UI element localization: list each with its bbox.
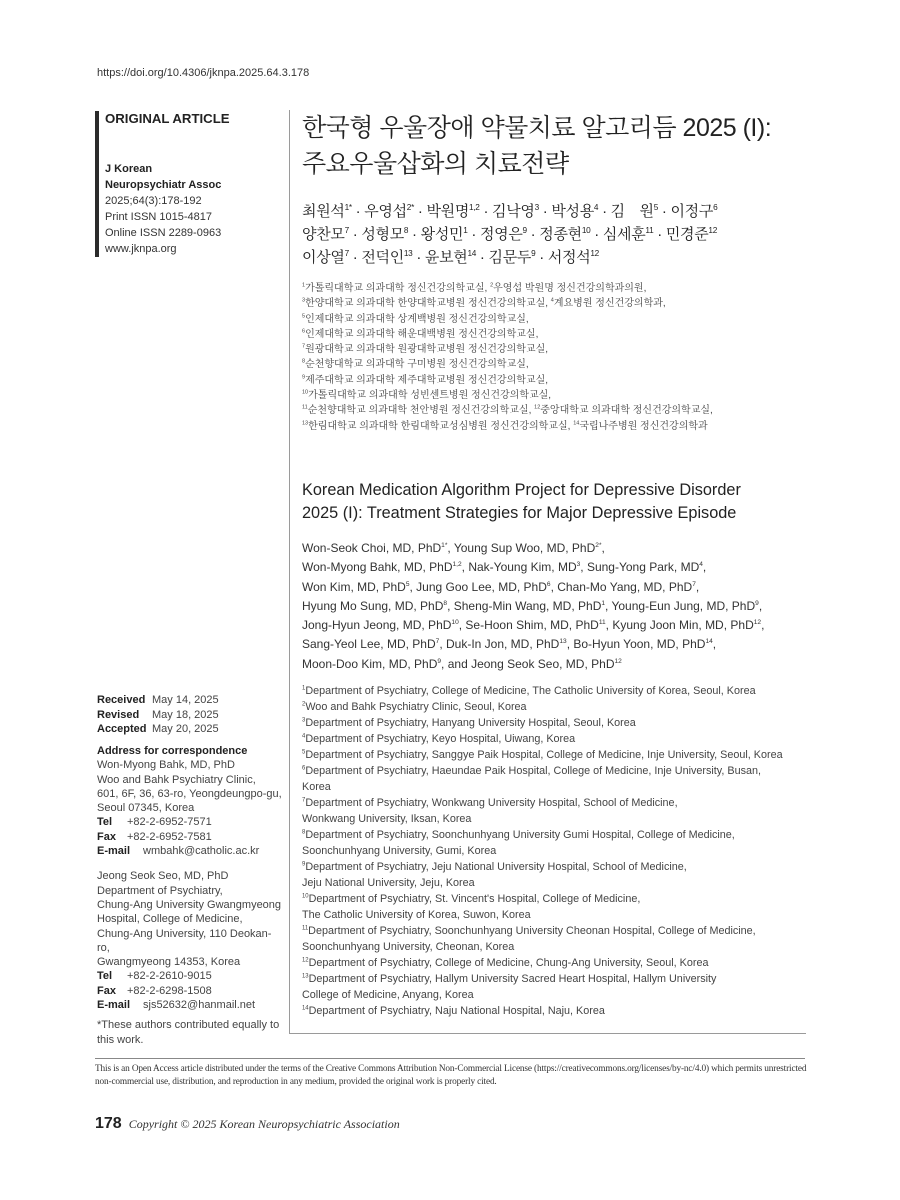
affiliation-text: Wonkwang University, Iksan, Korea	[302, 813, 472, 825]
affiliation-line	[302, 939, 812, 955]
affiliation-text: 가톨릭대학교 의과대학 정신건강의학교실,	[305, 283, 491, 294]
affiliation-text: 원광대학교 의과대학 원광대학교병원 정신건강의학교실,	[305, 344, 549, 356]
affiliation-number: 11	[302, 925, 309, 932]
english-title	[302, 479, 807, 524]
affiliation-line	[302, 923, 812, 939]
korean-affiliations	[302, 281, 807, 434]
affiliation-number: 4	[550, 297, 554, 304]
affiliation-text: 인제대학교 의과대학 상계백병원 정신건강의학교실,	[305, 313, 529, 325]
separator: ,	[461, 560, 469, 575]
affiliation-line	[302, 987, 812, 1003]
separator: ,	[447, 541, 454, 555]
author-name: Duk-In Jon, MD, PhD	[445, 637, 560, 652]
affiliation-line	[302, 373, 807, 388]
affiliation-text: Department of Psychiatry, Keyo Hospital, Uiwang, Korea	[305, 733, 576, 745]
affiliation-marker: 4	[699, 561, 703, 569]
affiliation-line	[302, 779, 812, 795]
affiliation-text: 순천향대학교 의과대학 천안병원 정신건강의학교실,	[307, 405, 535, 417]
author-line	[302, 223, 807, 246]
citation: 2025;64(3):178-192	[105, 195, 202, 207]
author-name: 김낙영$^3$	[492, 203, 539, 220]
fax-number: +82-2-6298-1508	[127, 984, 212, 997]
correspondent	[97, 869, 282, 1012]
author-name: 심세훈$^{11}$	[602, 226, 654, 243]
affiliation-text: Department of Psychiatry, College of Medicine, The Catholic University of Korea, Seoul, Korea	[305, 685, 756, 697]
separator: ,	[758, 598, 763, 613]
affiliation-marker: 1	[601, 599, 606, 607]
author-name: Jong-Hyun Jeong, MD, PhD	[302, 618, 452, 633]
affiliation-marker: 3	[576, 561, 581, 569]
date-label: Received	[97, 694, 146, 706]
author-name: 민경준$^{12}$	[665, 226, 717, 243]
separator: ·	[412, 249, 425, 266]
korean-title	[302, 110, 807, 182]
author-line	[302, 539, 812, 558]
author-line	[302, 597, 812, 616]
affiliation-text: Department of Psychiatry, Naju National Hospital, Naju, Korea	[308, 1005, 605, 1017]
affiliation-text: Department of Psychiatry, St. Vincent's Hospital, College of Medicine,	[308, 893, 641, 905]
affiliation-text: Soonchunhyang University, Gumi, Korea	[302, 845, 497, 857]
affiliation-text: Korea	[302, 781, 331, 793]
affiliation-marker: 14	[467, 249, 477, 258]
contact-label: E-mail	[97, 999, 131, 1012]
date-label: Accepted	[97, 723, 147, 735]
affiliation-marker: 7	[692, 580, 696, 588]
date-label: Revised	[97, 708, 140, 721]
affiliation-marker: 13	[559, 638, 567, 646]
author-name: 윤보현$^{14}$	[424, 249, 477, 266]
phone-number: +82-2-6952-7571	[127, 816, 212, 829]
affiliation-text: 국립나주병원 정신건강의학과	[579, 420, 708, 432]
affiliation-marker: 5	[653, 203, 659, 212]
doi-link[interactable]: https://doi.org/10.4306/jknpa.2025.64.3.178	[97, 67, 310, 79]
author-name: Kyung Joon Min, MD, PhD	[612, 618, 754, 633]
affiliation-line	[302, 419, 807, 434]
author-line	[302, 616, 812, 635]
contact-label: Fax	[97, 984, 116, 997]
affiliation-text: 한림대학교 의과대학 한림대학교성심병원 정신건강의학교실,	[308, 420, 574, 432]
separator: ·	[479, 203, 493, 220]
author-name: 전덕인$^{13}$	[361, 249, 413, 266]
date-received	[97, 693, 219, 708]
author-name: 정종현$^{10}$	[539, 226, 591, 243]
online-issn: Online ISSN 2289-0963	[105, 227, 222, 239]
author-name: 김문두$^9$	[488, 249, 536, 266]
affiliation-marker: 1,2	[469, 203, 480, 212]
affiliation-text: 중앙대학교 의과대학 정신건강의학교실,	[540, 405, 713, 417]
author-name: Won-Myong Bahk, MD, PhD	[302, 560, 453, 575]
contact-label: Tel	[97, 816, 113, 829]
affiliation-marker: 9	[531, 249, 536, 258]
separator: ·	[538, 203, 552, 220]
author-name: Chan-Mo Yang, MD, PhD	[557, 579, 693, 594]
affiliation-text: 제주대학교 의과대학 제주대학교병원 정신건강의학교실,	[305, 374, 549, 386]
address-line: Hospital, College of Medicine,	[97, 913, 243, 926]
separator: ·	[467, 226, 480, 243]
affiliation-number: 13	[302, 420, 309, 427]
correspondent	[97, 758, 282, 858]
affiliation-line	[302, 327, 807, 342]
contact-row	[97, 984, 282, 998]
affiliation-text: Soonchunhyang University, Cheonan, Korea	[302, 941, 515, 953]
affiliation-number: 11	[302, 405, 308, 412]
contact-label: Fax	[97, 830, 116, 843]
affiliation-text: College of Medicine, Anyang, Korea	[302, 989, 474, 1001]
separator: ·	[526, 226, 540, 243]
separator: ,	[566, 637, 574, 652]
contact-label: Tel	[97, 970, 113, 983]
affiliation-number: 6	[302, 328, 306, 335]
correspondence	[97, 744, 282, 1047]
address-line: Gwangmyeong 14353, Korea	[97, 956, 241, 969]
affiliation-line	[302, 747, 812, 763]
author-line	[302, 655, 812, 674]
affiliation-marker: 12	[590, 249, 599, 258]
address-line: Department of Psychiatry,	[97, 884, 223, 897]
email-address[interactable]: wmbahk@catholic.ac.kr	[143, 845, 260, 858]
affiliation-number: 5	[302, 749, 306, 756]
author-name: and Jeong Seok Seo, MD, PhD	[447, 656, 615, 671]
affiliation-line	[302, 763, 812, 779]
affiliation-marker: 7	[435, 638, 440, 646]
affiliation-line	[302, 811, 812, 827]
affiliation-marker: 6	[546, 580, 551, 588]
affiliation-line	[302, 731, 812, 747]
affiliation-number: 1	[302, 685, 306, 692]
journal-name-line1: J Korean	[105, 163, 153, 175]
affiliation-text: The Catholic University of Korea, Suwon, Korea	[302, 909, 531, 921]
affiliation-marker: 10	[451, 619, 459, 627]
affiliation-number: 12	[302, 957, 309, 964]
english-authors	[302, 539, 812, 674]
affiliation-marker: 9	[437, 657, 442, 665]
separator: ·	[414, 203, 427, 220]
affiliation-marker: 12	[708, 226, 717, 235]
affiliation-text: Department of Psychiatry, Haeundae Paik Hospital, College of Medicine, Inje University, Busan,	[305, 765, 762, 777]
separator: ,	[441, 656, 448, 671]
affiliation-marker: 11	[645, 226, 654, 235]
affiliation-number: 7	[302, 343, 306, 350]
affiliation-line	[302, 843, 812, 859]
separator: ·	[653, 226, 666, 243]
author-name: Sheng-Min Wang, MD, PhD	[453, 598, 602, 613]
author-name: Won-Seok Choi, MD, PhD	[302, 541, 442, 555]
affiliation-marker: 2*	[406, 203, 414, 212]
affiliation-text: Department of Psychiatry, Hallym University Sacred Heart Hospital, Hallym University	[308, 973, 717, 985]
affiliation-number: 5	[302, 313, 306, 320]
journal-info-block	[95, 111, 280, 257]
affiliation-marker: 7	[344, 249, 349, 258]
separator: ,	[409, 579, 417, 594]
korean-title-line: 주요우울삽화의 치료전략	[302, 150, 569, 178]
affiliation-marker: 3	[534, 203, 539, 212]
affiliation-line	[302, 859, 812, 875]
separator: ,	[605, 598, 612, 613]
fax-number: +82-2-6952-7581	[127, 830, 212, 843]
contact-row	[97, 844, 282, 858]
contact-row	[97, 969, 282, 983]
separator: ·	[658, 203, 671, 220]
affiliation-line	[302, 907, 812, 923]
author-name: 이상열$^7$	[302, 249, 349, 266]
journal-name-line2: Neuropsychiatr Assoc	[105, 179, 222, 191]
korean-title-line: 한국형 우울장애 약물치료 알고리듬 2025 (I):	[302, 114, 772, 142]
affiliation-text: 한양대학교 의과대학 한양대학교병원 정신건강의학교실,	[305, 298, 551, 310]
affiliation-line	[302, 388, 807, 403]
email-address[interactable]: sjs52632@hanmail.net	[143, 999, 256, 1012]
print-issn: Print ISSN 1015-4817	[105, 211, 213, 223]
affiliation-marker: 8	[443, 599, 448, 607]
affiliation-number: 3	[302, 717, 306, 724]
affiliation-number: 3	[302, 297, 306, 304]
separator: ·	[598, 203, 611, 220]
license-text: This is an Open Access article distributed under the terms of the Creative Commons Attribution Non-Commercial License (https://creativecommons.org/licenses/by-nc/4.0) which permits unrestricted non-commercial use, distribution, and reproduction in any medium, provided the original work is properly cited.	[95, 1064, 807, 1087]
affiliation-number: 14	[302, 1005, 309, 1012]
separator: ·	[476, 249, 489, 266]
author-name: 박원명$^{1,2}$	[426, 203, 480, 220]
author-name: Sung-Yong Park, MD	[586, 560, 700, 575]
separator: ,	[550, 579, 558, 594]
affiliation-marker: 8	[403, 226, 409, 235]
separator: ·	[590, 226, 603, 243]
spacer	[97, 858, 282, 869]
author-line	[302, 200, 807, 223]
author-line	[302, 635, 812, 654]
affiliation-marker: 9	[755, 599, 759, 607]
affiliation-marker: 12	[753, 619, 762, 627]
affiliation-line	[302, 357, 807, 372]
affiliation-number: 10	[302, 389, 309, 396]
affiliation-text: Department of Psychiatry, Hanyang University Hospital, Seoul, Korea	[305, 717, 636, 729]
affiliation-line	[302, 281, 807, 296]
affiliation-marker: 1,2	[452, 561, 462, 569]
affiliation-line	[302, 955, 812, 971]
author-line	[302, 578, 812, 597]
author-name: 정영은$^9$	[479, 226, 527, 243]
separator: ,	[439, 637, 446, 652]
affiliation-number: 8	[302, 829, 306, 836]
contact-label: E-mail	[97, 845, 131, 858]
affiliation-number: 12	[534, 405, 541, 412]
affiliation-text: 인제대학교 의과대학 해운대백병원 정신건강의학교실,	[305, 328, 539, 340]
affiliation-marker: 1	[463, 226, 468, 235]
author-name: Nak-Young Kim, MD	[468, 560, 577, 575]
affiliation-number: 1	[302, 282, 306, 289]
affiliation-line	[302, 827, 812, 843]
affiliation-number: 14	[573, 420, 580, 427]
affiliation-number: 4	[302, 733, 306, 740]
affiliation-line	[302, 699, 812, 715]
affiliation-marker: 14	[705, 638, 713, 646]
affiliation-number: 7	[302, 797, 306, 804]
affiliation-marker: 6	[713, 203, 718, 212]
author-name: 양찬모$^7$	[302, 226, 349, 243]
affiliation-line	[302, 683, 812, 699]
article-type: ORIGINAL ARTICLE	[105, 111, 230, 126]
author-name: Hyung Mo Sung, MD, PhD	[302, 598, 444, 613]
affiliation-marker: 12	[614, 657, 622, 665]
contact-row	[97, 830, 282, 844]
address-line: Chung-Ang University Gwangmyeong	[97, 898, 282, 911]
affiliation-marker: 5	[405, 580, 410, 588]
affiliation-text: Department of Psychiatry, Soonchunhyang University Cheonan Hospital, College of Medicine,	[308, 925, 756, 937]
address-line: Won-Myong Bahk, MD, PhD	[97, 759, 235, 772]
author-name: 성형모$^8$	[361, 226, 409, 243]
date-revised	[97, 708, 219, 723]
separator: ,	[458, 618, 466, 633]
contact-row	[97, 998, 282, 1012]
author-name: 왕성민$^1$	[420, 226, 468, 243]
author-name: Jung Goo Lee, MD, PhD	[416, 579, 547, 594]
author-name: Young Sup Woo, MD, PhD	[453, 541, 596, 555]
affiliation-text: 계요병원 정신건강의학과,	[553, 298, 666, 310]
affiliation-line	[302, 715, 812, 731]
affiliation-text: 우영섭 박원명 정신건강의학과의원,	[493, 283, 647, 294]
separator: ,	[580, 560, 587, 575]
affiliation-line	[302, 1003, 812, 1019]
footer-divider	[95, 1058, 805, 1059]
affiliation-line	[302, 296, 807, 311]
affiliation-text: Jeju National University, Jeju, Korea	[302, 877, 475, 889]
address-line: Chung-Ang University, 110 Deokan-ro,	[97, 927, 272, 954]
author-name: Moon-Doo Kim, MD, PhD	[302, 656, 438, 671]
affiliation-marker: 9	[522, 226, 527, 235]
affiliation-marker: 10	[581, 226, 591, 235]
affiliation-line	[302, 795, 812, 811]
journal-website[interactable]: www.jknpa.org	[105, 243, 177, 255]
separator: ·	[348, 249, 362, 266]
affiliation-text: 순천향대학교 의과대학 구미병원 정신건강의학교실,	[305, 359, 529, 371]
affiliation-text: Department of Psychiatry, Jeju National University Hospital, School of Medicine,	[305, 861, 687, 873]
date-value: May 18, 2025	[152, 708, 219, 721]
separator: ·	[535, 249, 548, 266]
equal-contribution-note: *These authors contributed equally to this work.	[97, 1019, 280, 1046]
affiliation-marker: 2*	[595, 542, 602, 549]
affiliation-line	[302, 875, 812, 891]
affiliation-text: Department of Psychiatry, Sanggye Paik Hospital, College of Medicine, Inje University, Seoul, Korea	[305, 749, 783, 761]
page-number: 178	[95, 1115, 122, 1132]
address-line: 601, 6F, 36, 63-ro, Yeongdeungpo-gu,	[97, 787, 282, 800]
affiliation-marker: 4	[593, 203, 599, 212]
separator: ·	[408, 226, 421, 243]
korean-header	[302, 110, 807, 434]
sidebar	[95, 111, 280, 257]
affiliation-text: Woo and Bahk Psychiatry Clinic, Seoul, Korea	[305, 701, 527, 713]
affiliation-line	[302, 312, 807, 327]
page-footer	[95, 1115, 400, 1133]
korean-authors	[302, 200, 807, 269]
affiliation-number: 9	[302, 374, 306, 381]
affiliation-line	[302, 342, 807, 357]
separator: ,	[695, 579, 700, 594]
author-name: Se-Hoon Shim, MD, PhD	[465, 618, 599, 633]
author-name: 박성용$^4$	[551, 203, 599, 220]
affiliation-number: 13	[302, 973, 309, 980]
affiliation-text: Department of Psychiatry, Wonkwang University Hospital, School of Medicine,	[305, 797, 678, 809]
date-value: May 14, 2025	[152, 694, 219, 706]
author-name: Young-Eun Jung, MD, PhD	[611, 598, 756, 613]
separator: ,	[712, 637, 717, 652]
author-name: 이정구$^6$	[670, 203, 718, 220]
affiliation-number: 8	[302, 359, 306, 366]
author-line	[302, 558, 812, 577]
english-title-line: Korean Medication Algorithm Project for Depressive Disorder	[302, 481, 741, 499]
affiliation-marker: 1*	[344, 203, 352, 212]
author-name: Sang-Yeol Lee, MD, PhD	[302, 637, 436, 652]
separator: ,	[605, 618, 613, 633]
affiliation-marker: 1*	[441, 542, 448, 549]
affiliation-marker: 13	[403, 249, 413, 258]
affiliation-marker: 11	[598, 619, 606, 627]
affiliation-text: 가톨릭대학교 의과대학 성빈센트병원 정신건강의학교실,	[308, 390, 552, 402]
affiliation-marker: 7	[344, 226, 349, 235]
affiliation-number: 6	[302, 765, 306, 772]
affiliation-line	[302, 891, 812, 907]
correspondence-heading: Address for correspondence	[97, 745, 248, 757]
separator: ,	[447, 598, 454, 613]
affiliation-number: 9	[302, 861, 306, 868]
affiliation-text: Department of Psychiatry, Soonchunhyang University Gumi Hospital, College of Medicine,	[305, 829, 735, 841]
author-name: Bo-Hyun Yoon, MD, PhD	[573, 637, 706, 652]
separator: ·	[351, 203, 365, 220]
affiliation-line	[302, 403, 807, 418]
separator: ,	[702, 560, 707, 575]
author-name: Won Kim, MD, PhD	[302, 579, 406, 594]
affiliation-number: 2	[490, 282, 494, 289]
address-line: Woo and Bahk Psychiatry Clinic,	[97, 773, 256, 786]
copyright: Copyright © 2025 Korean Neuropsychiatric Association	[128, 1117, 400, 1131]
author-name: 서정석$^{12}$	[547, 249, 599, 266]
affiliation-line	[302, 971, 812, 987]
address-line: Seoul 07345, Korea	[97, 802, 195, 815]
author-line	[302, 246, 807, 269]
affiliation-number: 10	[302, 893, 309, 900]
author-name: 우영섭$^{2*}$	[364, 203, 414, 220]
separator: ,	[761, 618, 765, 633]
phone-number: +82-2-2610-9015	[127, 970, 212, 983]
address-line: Jeong Seok Seo, MD, PhD	[97, 870, 229, 883]
author-name: 최원석$^{1*}$	[302, 203, 352, 220]
separator: ,	[601, 541, 605, 555]
english-affiliations	[302, 683, 812, 1019]
date-value: May 20, 2025	[152, 723, 219, 735]
separator: ·	[348, 226, 362, 243]
contact-row	[97, 815, 282, 829]
author-name: 김 원$^5$	[610, 203, 659, 220]
affiliation-text: Department of Psychiatry, College of Medicine, Chung-Ang University, Seoul, Korea	[308, 957, 709, 969]
date-accepted	[97, 722, 219, 737]
article-dates	[97, 693, 219, 737]
english-title-line: 2025 (I): Treatment Strategies for Major Depressive Episode	[302, 503, 737, 522]
affiliation-number: 2	[302, 701, 306, 708]
